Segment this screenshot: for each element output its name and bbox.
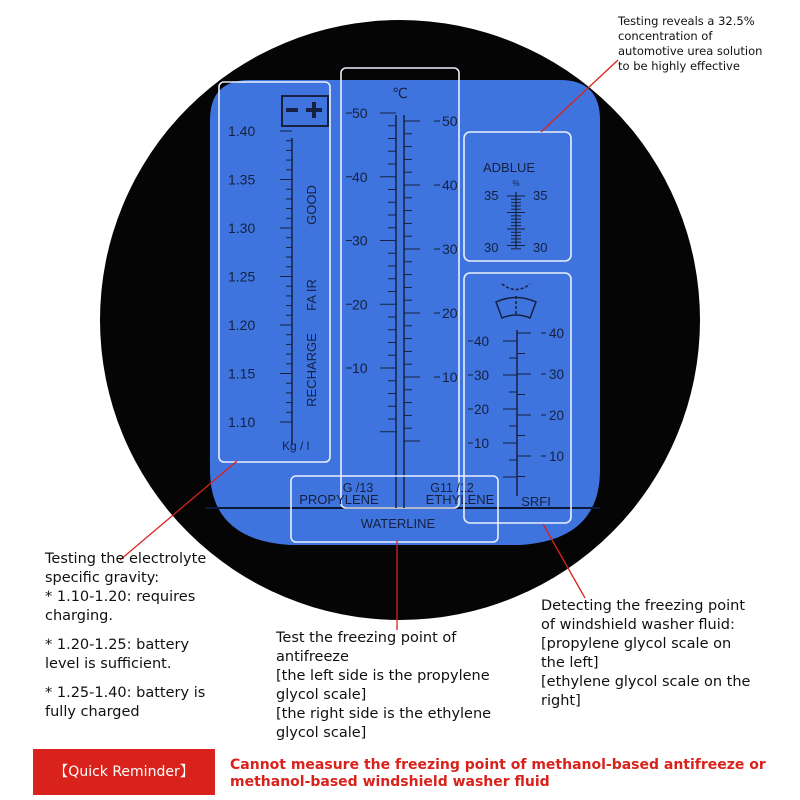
washer-note-line: of windshield washer fluid: <box>541 617 735 633</box>
washer-note-line: [propylene glycol scale on <box>541 636 732 652</box>
washer-left-tick-label: 30 <box>474 368 490 383</box>
battery-tick-label: 1.15 <box>228 365 256 382</box>
electrolyte-note-line: charging. <box>45 608 113 624</box>
antifreeze-note-line: glycol scale] <box>276 725 367 741</box>
adblue-note-line: automotive urea solution <box>618 44 763 58</box>
washer-label-srfi: SRFI <box>521 494 551 509</box>
electrolyte-note-line: specific gravity: <box>45 570 160 586</box>
annotation-adblue <box>618 14 762 74</box>
adblue-percent: % <box>512 179 520 188</box>
washer-right-tick-label: 40 <box>549 326 565 341</box>
battery-tick-label: 1.35 <box>228 171 256 188</box>
annotation-antifreeze <box>276 629 491 743</box>
propylene-code: G /13 <box>342 481 374 495</box>
antifreeze-note-line: glycol scale] <box>276 687 367 703</box>
adblue-tick-35-left: 35 <box>484 188 499 203</box>
quick-reminder-badge: 【Quick Reminder】 <box>33 749 215 795</box>
washer-right-tick-label: 30 <box>549 367 565 382</box>
propylene-label: PROPYLENE <box>299 492 379 507</box>
washer-note-line: [ethylene glycol scale on the <box>541 674 751 690</box>
antifreeze-note-line: [the left side is the propylene <box>276 668 490 684</box>
washer-note-line: right] <box>541 693 581 709</box>
electrolyte-note-line: Testing the electrolyte <box>45 551 207 567</box>
antifreeze-note-line: Test the freezing point of <box>276 630 457 646</box>
washer-note-line: Detecting the freezing point <box>541 598 745 614</box>
adblue-tick-35-right: 35 <box>533 188 548 203</box>
reminder-line: Cannot measure the freezing point of methanol-based antifreeze or <box>230 757 766 773</box>
spacer <box>45 674 206 684</box>
adblue-note-line: to be highly effective <box>618 59 740 73</box>
ethylene-tick-label: 10 <box>442 369 458 385</box>
propylene-tick-label: 30 <box>352 232 368 249</box>
quick-reminder-text <box>230 757 766 791</box>
annotation-washer <box>541 597 750 711</box>
electrolyte-note-line: fully charged <box>45 704 140 720</box>
electrolyte-note-line: * 1.10-1.20: requires <box>45 589 196 605</box>
battery-tick-label: 1.20 <box>228 317 256 333</box>
washer-left-tick-label: 40 <box>474 334 490 349</box>
battery-tick-label: 1.10 <box>228 414 256 430</box>
battery-unit: Kg / l <box>282 439 310 453</box>
adblue-title: ADBLUE <box>482 160 536 175</box>
ethylene-tick-label: 50 <box>442 113 458 129</box>
electrolyte-note-line: * 1.20-1.25: battery <box>45 637 190 653</box>
antifreeze-note-line: [the right side is the ethylene <box>276 706 492 722</box>
propylene-tick-label: 40 <box>352 168 368 185</box>
battery-zone-good: GOOD <box>304 185 319 225</box>
ethylene-tick-label: 30 <box>442 241 458 257</box>
electrolyte-note-line: level is sufficient. <box>45 656 172 672</box>
battery-tick-label: 1.25 <box>228 268 256 285</box>
washer-right-tick-label: 20 <box>549 408 565 423</box>
antifreeze-note-line: antifreeze <box>276 649 349 665</box>
celsius-unit: ℃ <box>392 86 408 102</box>
ethylene-tick-label: 40 <box>442 177 458 193</box>
ethylene-tick-label: 20 <box>442 305 458 321</box>
battery-tick-label: 1.40 <box>228 123 256 139</box>
battery-tick-label: 1.30 <box>228 220 256 236</box>
propylene-tick-label: 10 <box>352 360 368 376</box>
electrolyte-note-line: * 1.25-1.40: battery is <box>45 685 206 701</box>
reminder-line: methanol-based windshield washer fluid <box>230 774 550 790</box>
adblue-note-line: Testing reveals a 32.5% <box>618 14 755 28</box>
battery-zone-fair: FA IR <box>304 279 319 311</box>
ethylene-label: ETHYLENE <box>425 492 495 507</box>
adblue-note-line: concentration of <box>618 29 713 43</box>
washer-note-line: the left] <box>541 655 599 671</box>
washer-right-tick-label: 10 <box>549 449 565 464</box>
washer-left-tick-label: 20 <box>474 402 490 417</box>
spacer <box>45 626 206 636</box>
ethylene-code: G11 /12 <box>430 481 474 495</box>
adblue-tick-30-left: 30 <box>484 240 499 255</box>
washer-left-tick-label: 10 <box>474 436 490 451</box>
adblue-tick-30-right: 30 <box>533 240 548 255</box>
propylene-tick-label: 20 <box>352 296 368 313</box>
annotation-electrolyte <box>45 550 206 722</box>
propylene-tick-label: 50 <box>352 105 368 121</box>
battery-zone-recharge: RECHARGE <box>304 333 319 407</box>
waterline-label: WATERLINE <box>360 516 436 531</box>
